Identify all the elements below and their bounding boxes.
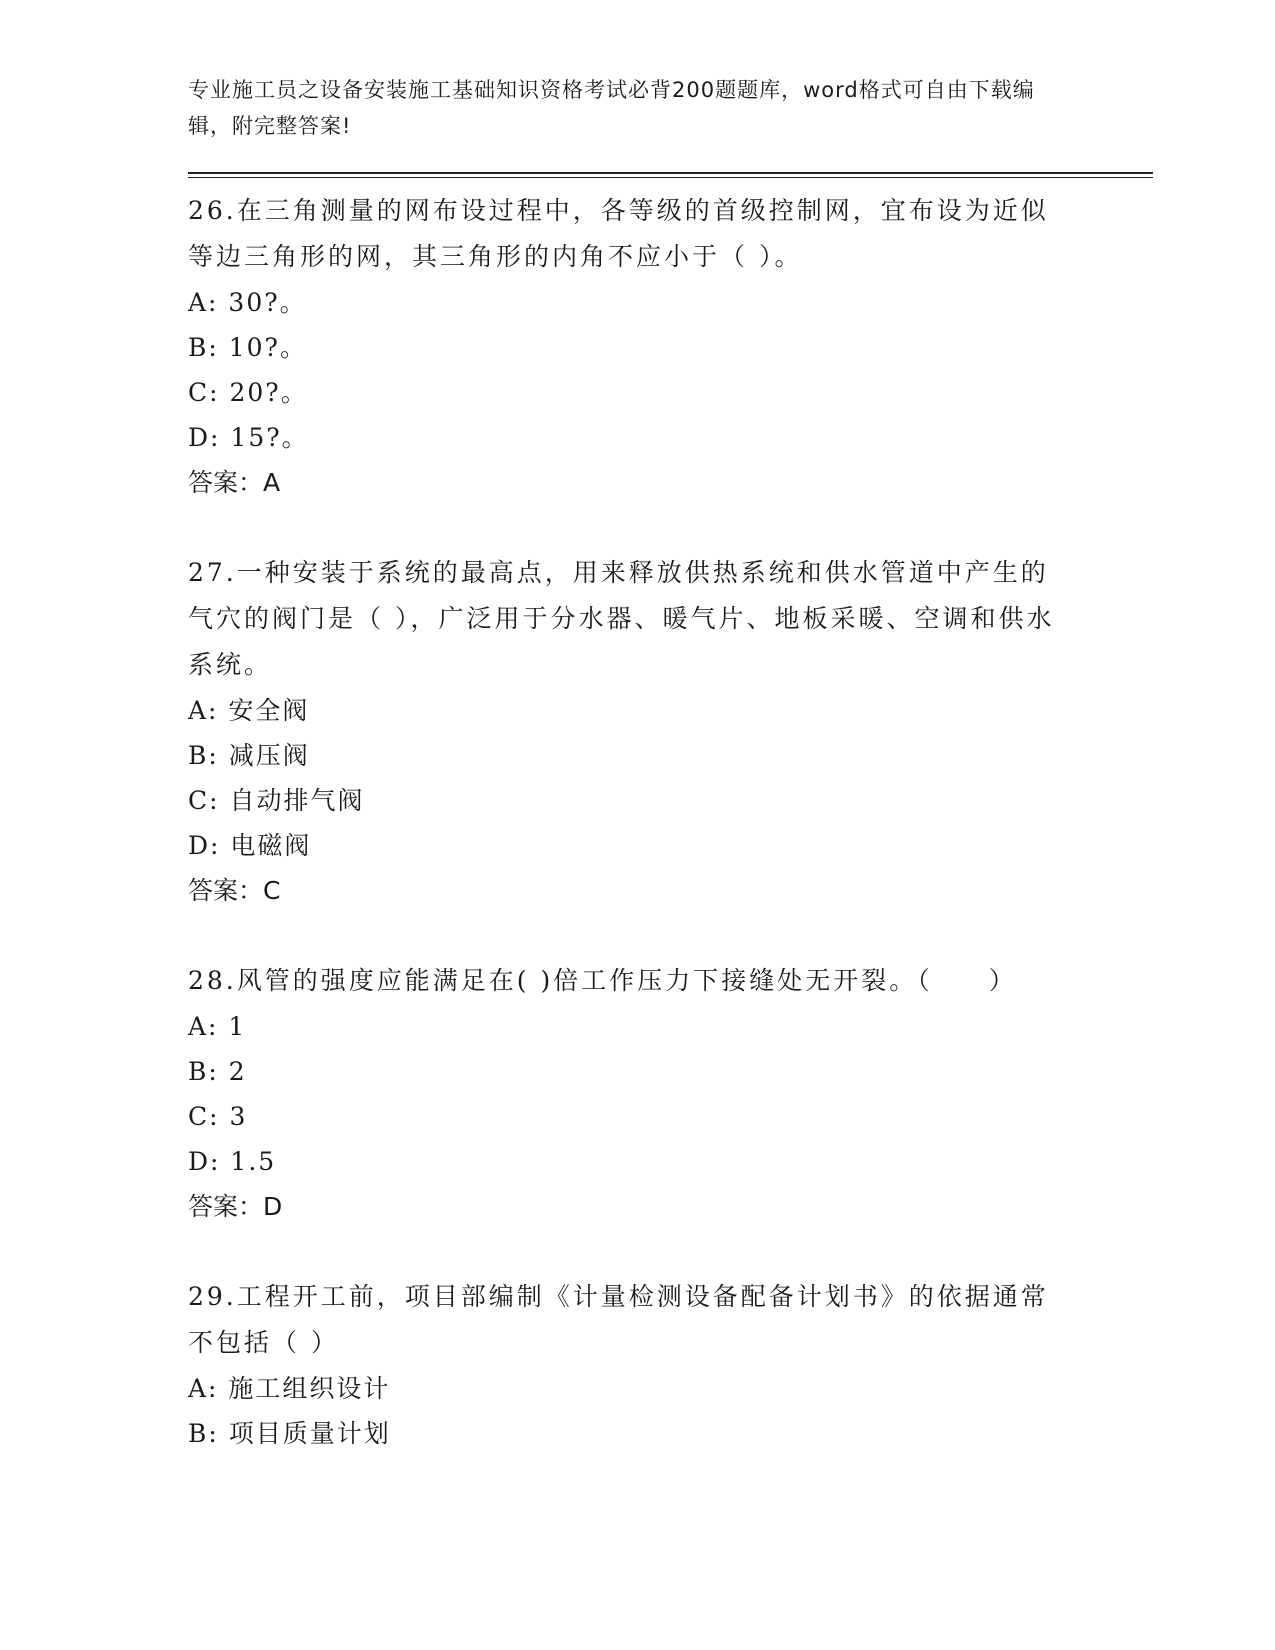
option-a: A: 30?。 bbox=[188, 288, 307, 317]
document-page bbox=[188, 72, 1148, 1500]
option-d: D: 电磁阀 bbox=[188, 831, 312, 860]
option-c: C: 自动排气阀 bbox=[188, 786, 365, 815]
option-d: D: 1.5 bbox=[188, 1147, 277, 1176]
question-29 bbox=[188, 1274, 1148, 1456]
option-b: B: 减压阀 bbox=[188, 741, 310, 770]
question-stem: 28.风管的强度应能满足在( )倍工作压力下接缝处无开裂。（ ） bbox=[188, 966, 1017, 995]
option-b: B: 2 bbox=[188, 1057, 247, 1086]
document-header: 专业施工员之设备安装施工基础知识资格考试必背200题题库，word格式可自由下载编辑，附完整答案! bbox=[188, 78, 1035, 138]
option-c: C: 3 bbox=[188, 1102, 248, 1131]
question-28 bbox=[188, 958, 1148, 1230]
option-c: C: 20?。 bbox=[188, 378, 308, 407]
option-b: B: 10?。 bbox=[188, 333, 307, 362]
option-a: A: 施工组织设计 bbox=[188, 1374, 391, 1403]
answer-line: 答案：D bbox=[188, 1192, 283, 1221]
answer-line: 答案：A bbox=[188, 468, 281, 497]
option-b: B: 项目质量计划 bbox=[188, 1419, 391, 1448]
question-stem: 29.工程开工前，项目部编制《计量检测设备配备计划书》的依据通常不包括（ ） bbox=[188, 1282, 1049, 1357]
option-a: A: 安全阀 bbox=[188, 696, 310, 725]
option-d: D: 15?。 bbox=[188, 423, 309, 452]
question-stem: 27.一种安装于系统的最高点，用来释放供热系统和供水管道中产生的气穴的阀门是（ ），广泛用于分水器、暖气片、地板采暖、空调和供水系统。 bbox=[188, 558, 1055, 679]
question-27 bbox=[188, 550, 1148, 914]
header-divider bbox=[188, 172, 1153, 178]
option-a: A: 1 bbox=[188, 1012, 247, 1041]
question-list bbox=[188, 188, 1148, 1456]
answer-line: 答案：C bbox=[188, 876, 281, 905]
question-stem: 26.在三角测量的网布设过程中，各等级的首级控制网，宜布设为近似等边三角形的网，其三角形的内角不应小于（ ）。 bbox=[188, 196, 1049, 271]
question-26 bbox=[188, 188, 1148, 506]
